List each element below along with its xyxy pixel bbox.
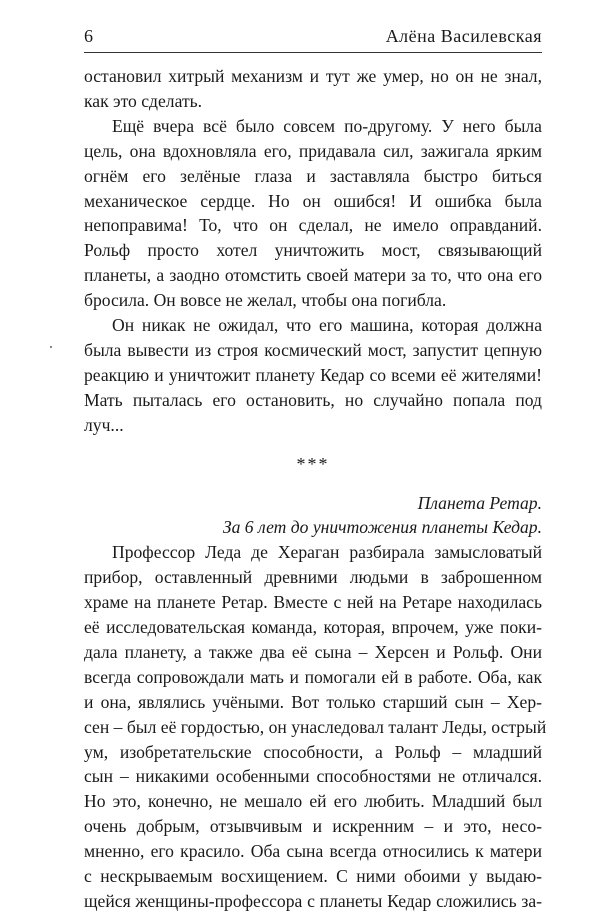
paragraph-4 (84, 540, 547, 914)
paragraph-3: Он никак не ожидал, что его машина, которая должна была вывести из строя космический мост, запустит цепную реакцию и уничтожит планету Кедар со всеми её жителями! Мать пыталась его остановить, но случайно попала под луч... (84, 315, 542, 435)
paragraph-4-line: Но это, конечно, не мешало ей его любить. Младший был (84, 791, 542, 812)
paragraph-4-line: всегда сопровождали мать и помогали ей в работе. Оба, как (84, 666, 542, 687)
running-head-author: Алёна Василевская (385, 26, 542, 46)
epigraph-line-1: Планета Ретар. (417, 492, 542, 513)
paragraph-4-line: щейся женщины-профессора с планеты Кедар сложились за- (84, 891, 542, 911)
paragraph-4-line: очень добрым, отзывчивым и искренним – и это, несо- (84, 816, 542, 837)
paragraph-4-line: дала планету, а также два её сына – Херсен и Рольф. Они (84, 641, 542, 662)
paragraph-4-line: прибор, оставленный древними людьми в заброшенном (84, 567, 542, 588)
paragraph-1: остановил хитрый механизм и тут же умер, но он не знал, как это сделать. (84, 66, 542, 111)
page-number: 6 (84, 26, 93, 46)
paragraph-4-line: с нескрываемым восхищением. С ними обоими у выдаю- (84, 866, 542, 887)
paragraph-4-line: её исследовательская команда, которая, впрочем, уже поки- (84, 617, 542, 638)
paragraph-4-line: храме на планете Ретар. Вместе с ней на Ретаре находилась (84, 592, 542, 613)
paragraph-4-line: Профессор Леда де Хераган разбирала замысловатый (112, 542, 542, 563)
paragraph-4-line: сен – был её гордостью, он унаследовал талант Леды, острый (84, 716, 547, 737)
margin-mark (50, 346, 52, 348)
paragraph-4-line: и она, являлись учёными. Вот только старший сын – Хер- (84, 691, 542, 712)
section-separator: *** (296, 453, 330, 474)
paragraph-4-line: ум, изобретательские способности, а Рольф – младший (84, 741, 542, 762)
body-text (84, 64, 547, 914)
paragraph-4-line: мненно, его красило. Оба сына всегда относились к матери (84, 841, 542, 862)
paragraph-2: Ещё вчера всё было совсем по-другому. У него была цель, она вдохновляла его, придавала сил, зажигала ярким огнём его зелёные глаза и заставляла быстро биться механическое сердце. Но он ошибся! И ошибка была непоправима! То, что он сделал, не имело оправданий. Рольф просто хотел уничтожить мост, связывающий планеты, а заодно отомстить своей матери за то, что она его бросила. Он вовсе не желал, чтобы она погибла. (84, 115, 542, 311)
paragraph-4-line: сын – никакими особенными способностями не отличался. (84, 766, 542, 787)
epigraph-line-2: За 6 лет до уничтожения планеты Кедар. (222, 517, 542, 538)
page-header (84, 22, 542, 53)
